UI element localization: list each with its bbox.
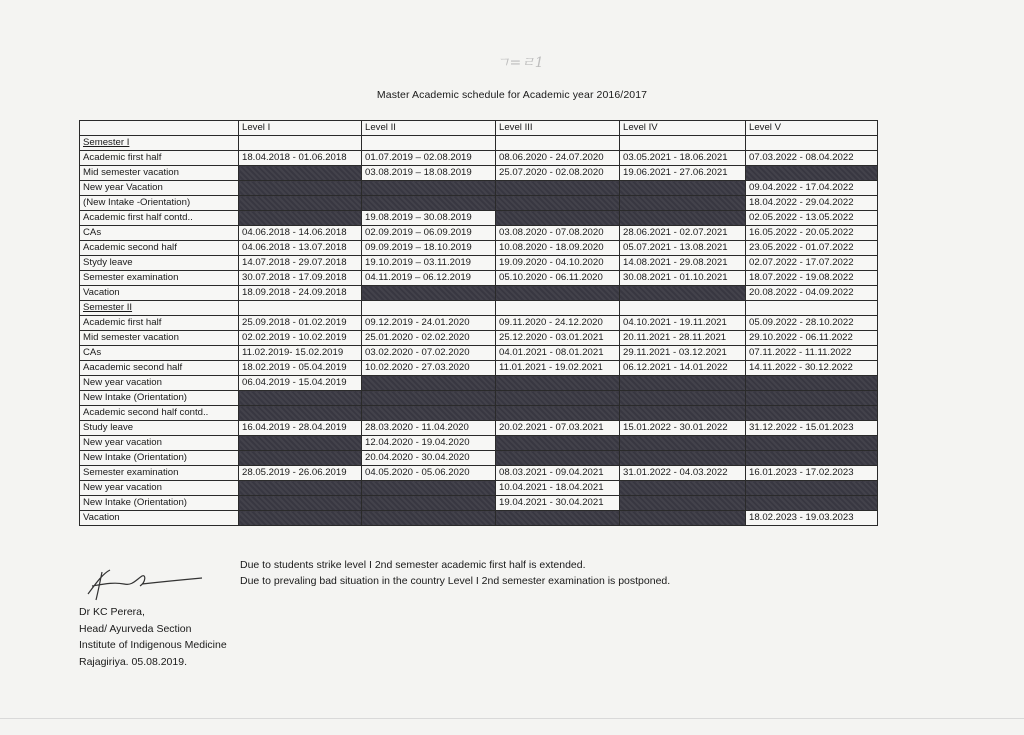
blacked-out-cell — [362, 496, 496, 511]
date-range-cell: 10.04.2021 - 18.04.2021 — [496, 481, 620, 496]
activity-label: Academic second half contd.. — [80, 406, 239, 421]
empty-cell — [239, 301, 362, 316]
activity-label: Vacation — [80, 286, 239, 301]
activity-label: New year vacation — [80, 436, 239, 451]
empty-cell — [620, 136, 746, 151]
schedule-row — [80, 436, 878, 451]
schedule-row — [80, 211, 878, 226]
blacked-out-cell — [239, 406, 362, 421]
blacked-out-cell — [496, 391, 620, 406]
activity-label: Academic second half — [80, 241, 239, 256]
schedule-row — [80, 166, 878, 181]
scan-edge-line — [0, 718, 1024, 719]
date-range-cell: 07.11.2022 - 11.11.2022 — [746, 346, 878, 361]
blacked-out-cell — [620, 451, 746, 466]
blacked-out-cell — [620, 181, 746, 196]
empty-cell — [239, 136, 362, 151]
activity-label: New year Vacation — [80, 181, 239, 196]
section-row — [80, 301, 878, 316]
date-range-cell: 28.06.2021 - 02.07.2021 — [620, 226, 746, 241]
blacked-out-cell — [746, 391, 878, 406]
date-range-cell: 03.05.2021 - 18.06.2021 — [620, 151, 746, 166]
schedule-row — [80, 376, 878, 391]
activity-label: New Intake (Orientation) — [80, 391, 239, 406]
date-range-cell: 02.02.2019 - 10.02.2019 — [239, 331, 362, 346]
date-range-cell: 31.01.2022 - 04.03.2022 — [620, 466, 746, 481]
date-range-cell: 31.12.2022 - 15.01.2023 — [746, 421, 878, 436]
date-range-cell: 02.05.2022 - 13.05.2022 — [746, 211, 878, 226]
activity-label: Academic first half — [80, 151, 239, 166]
blacked-out-cell — [362, 391, 496, 406]
note-line-1: Due to students strike level I 2nd semester academic first half is extended. — [240, 559, 586, 571]
blacked-out-cell — [620, 391, 746, 406]
date-range-cell: 30.08.2021 - 01.10.2021 — [620, 271, 746, 286]
blacked-out-cell — [746, 451, 878, 466]
empty-cell — [620, 301, 746, 316]
activity-label: Mid semester vacation — [80, 166, 239, 181]
schedule-table — [79, 120, 878, 526]
date-range-cell: 09.11.2020 - 24.12.2020 — [496, 316, 620, 331]
schedule-row — [80, 181, 878, 196]
activity-label: CAs — [80, 346, 239, 361]
schedule-row — [80, 286, 878, 301]
blacked-out-cell — [620, 511, 746, 526]
activity-label: Academic first half contd.. — [80, 211, 239, 226]
date-range-cell: 18.02.2023 - 19.03.2023 — [746, 511, 878, 526]
activity-label: Semester examination — [80, 466, 239, 481]
date-range-cell: 18.09.2018 - 24.09.2018 — [239, 286, 362, 301]
schedule-row — [80, 271, 878, 286]
blacked-out-cell — [496, 196, 620, 211]
header-level-1: Level I — [239, 121, 362, 136]
date-range-cell: 25.12.2020 - 03.01.2021 — [496, 331, 620, 346]
date-range-cell: 04.06.2018 - 14.06.2018 — [239, 226, 362, 241]
activity-label: Semester examination — [80, 271, 239, 286]
schedule-row — [80, 466, 878, 481]
blacked-out-cell — [496, 181, 620, 196]
date-range-cell: 05.09.2022 - 28.10.2022 — [746, 316, 878, 331]
signatory-position: Head/ Ayurveda Section — [79, 622, 192, 635]
signatory-place-date: Rajagiriya. 05.08.2019. — [79, 655, 187, 668]
date-range-cell: 18.07.2022 - 19.08.2022 — [746, 271, 878, 286]
blacked-out-cell — [362, 196, 496, 211]
schedule-row — [80, 196, 878, 211]
date-range-cell: 02.07.2022 - 17.07.2022 — [746, 256, 878, 271]
blacked-out-cell — [239, 481, 362, 496]
date-range-cell: 04.01.2021 - 08.01.2021 — [496, 346, 620, 361]
activity-label: (New Intake -Orientation) — [80, 196, 239, 211]
empty-cell — [496, 301, 620, 316]
date-range-cell: 19.09.2020 - 04.10.2020 — [496, 256, 620, 271]
schedule-row — [80, 226, 878, 241]
date-range-cell: 14.08.2021 - 29.08.2021 — [620, 256, 746, 271]
handwritten-page-mark: ㄱ=ㄹ1 — [496, 55, 544, 71]
header-level-4: Level IV — [620, 121, 746, 136]
blacked-out-cell — [620, 481, 746, 496]
date-range-cell: 19.10.2019 – 03.11.2019 — [362, 256, 496, 271]
blacked-out-cell — [746, 481, 878, 496]
activity-label: Mid semester vacation — [80, 331, 239, 346]
date-range-cell: 29.10.2022 - 06.11.2022 — [746, 331, 878, 346]
blacked-out-cell — [496, 406, 620, 421]
schedule-row — [80, 511, 878, 526]
date-range-cell: 19.08.2019 – 30.08.2019 — [362, 211, 496, 226]
activity-label: New Intake (Orientation) — [80, 496, 239, 511]
date-range-cell: 20.11.2021 - 28.11.2021 — [620, 331, 746, 346]
schedule-row — [80, 496, 878, 511]
date-range-cell: 19.04.2021 - 30.04.2021 — [496, 496, 620, 511]
activity-label: Vacation — [80, 511, 239, 526]
blacked-out-cell — [362, 511, 496, 526]
date-range-cell: 19.06.2021 - 27.06.2021 — [620, 166, 746, 181]
date-range-cell: 20.08.2022 - 04.09.2022 — [746, 286, 878, 301]
date-range-cell: 20.04.2020 - 30.04.2020 — [362, 451, 496, 466]
blacked-out-cell — [239, 196, 362, 211]
schedule-row — [80, 331, 878, 346]
date-range-cell: 16.04.2019 - 28.04.2019 — [239, 421, 362, 436]
section-label: Semester II — [80, 301, 239, 316]
section-row — [80, 136, 878, 151]
activity-label: New year vacation — [80, 481, 239, 496]
date-range-cell: 05.07.2021 - 13.08.2021 — [620, 241, 746, 256]
schedule-row — [80, 256, 878, 271]
blacked-out-cell — [620, 406, 746, 421]
date-range-cell: 01.07.2019 – 02.08.2019 — [362, 151, 496, 166]
date-range-cell: 03.02.2020 - 07.02.2020 — [362, 346, 496, 361]
schedule-row — [80, 241, 878, 256]
blacked-out-cell — [239, 181, 362, 196]
date-range-cell: 04.05.2020 - 05.06.2020 — [362, 466, 496, 481]
header-blank-cell — [80, 121, 239, 136]
empty-cell — [746, 136, 878, 151]
activity-label: Aacademic second half — [80, 361, 239, 376]
schedule-row — [80, 391, 878, 406]
empty-cell — [496, 136, 620, 151]
blacked-out-cell — [746, 436, 878, 451]
activity-label: New Intake (Orientation) — [80, 451, 239, 466]
blacked-out-cell — [620, 436, 746, 451]
header-level-2: Level II — [362, 121, 496, 136]
blacked-out-cell — [496, 436, 620, 451]
empty-cell — [362, 136, 496, 151]
header-level-5: Level V — [746, 121, 878, 136]
blacked-out-cell — [239, 451, 362, 466]
date-range-cell: 04.10.2021 - 19.11.2021 — [620, 316, 746, 331]
date-range-cell: 18.04.2022 - 29.04.2022 — [746, 196, 878, 211]
date-range-cell: 29.11.2021 - 03.12.2021 — [620, 346, 746, 361]
date-range-cell: 03.08.2020 - 07.08.2020 — [496, 226, 620, 241]
date-range-cell: 08.03.2021 - 09.04.2021 — [496, 466, 620, 481]
date-range-cell: 08.06.2020 - 24.07.2020 — [496, 151, 620, 166]
blacked-out-cell — [746, 166, 878, 181]
blacked-out-cell — [496, 376, 620, 391]
date-range-cell: 14.07.2018 - 29.07.2018 — [239, 256, 362, 271]
date-range-cell: 07.03.2022 - 08.04.2022 — [746, 151, 878, 166]
section-label: Semester I — [80, 136, 239, 151]
schedule-row — [80, 451, 878, 466]
blacked-out-cell — [496, 511, 620, 526]
blacked-out-cell — [620, 196, 746, 211]
date-range-cell: 23.05.2022 - 01.07.2022 — [746, 241, 878, 256]
blacked-out-cell — [239, 211, 362, 226]
blacked-out-cell — [239, 496, 362, 511]
date-range-cell: 10.02.2020 - 27.03.2020 — [362, 361, 496, 376]
blacked-out-cell — [620, 496, 746, 511]
date-range-cell: 09.04.2022 - 17.04.2022 — [746, 181, 878, 196]
schedule-row — [80, 151, 878, 166]
date-range-cell: 09.09.2019 – 18.10.2019 — [362, 241, 496, 256]
date-range-cell: 11.02.2019- 15.02.2019 — [239, 346, 362, 361]
blacked-out-cell — [496, 286, 620, 301]
signatory-name: Dr KC Perera, — [79, 606, 145, 618]
header-row — [80, 121, 878, 136]
schedule-row — [80, 481, 878, 496]
date-range-cell: 04.06.2018 - 13.07.2018 — [239, 241, 362, 256]
activity-label: Stydy leave — [80, 256, 239, 271]
blacked-out-cell — [362, 286, 496, 301]
date-range-cell: 06.04.2019 - 15.04.2019 — [239, 376, 362, 391]
blacked-out-cell — [620, 376, 746, 391]
note-line-2: Due to prevaling bad situation in the country Level I 2nd semester examination is postponed. — [240, 575, 671, 587]
activity-label: CAs — [80, 226, 239, 241]
date-range-cell: 28.05.2019 - 26.06.2019 — [239, 466, 362, 481]
notes-block — [240, 557, 670, 589]
blacked-out-cell — [620, 286, 746, 301]
date-range-cell: 14.11.2022 - 30.12.2022 — [746, 361, 878, 376]
blacked-out-cell — [239, 436, 362, 451]
blacked-out-cell — [746, 496, 878, 511]
empty-cell — [362, 301, 496, 316]
blacked-out-cell — [362, 376, 496, 391]
activity-label: New year vacation — [80, 376, 239, 391]
date-range-cell: 10.08.2020 - 18.09.2020 — [496, 241, 620, 256]
date-range-cell: 16.01.2023 - 17.02.2023 — [746, 466, 878, 481]
schedule-row — [80, 346, 878, 361]
date-range-cell: 09.12.2019 - 24.01.2020 — [362, 316, 496, 331]
blacked-out-cell — [496, 451, 620, 466]
date-range-cell: 11.01.2021 - 19.02.2021 — [496, 361, 620, 376]
blacked-out-cell — [620, 211, 746, 226]
blacked-out-cell — [362, 406, 496, 421]
blacked-out-cell — [239, 166, 362, 181]
date-range-cell: 04.11.2019 – 06.12.2019 — [362, 271, 496, 286]
header-level-3: Level III — [496, 121, 620, 136]
date-range-cell: 18.04.2018 - 01.06.2018 — [239, 151, 362, 166]
blacked-out-cell — [239, 391, 362, 406]
date-range-cell: 28.03.2020 - 11.04.2020 — [362, 421, 496, 436]
schedule-row — [80, 421, 878, 436]
date-range-cell: 20.02.2021 - 07.03.2021 — [496, 421, 620, 436]
date-range-cell: 30.07.2018 - 17.09.2018 — [239, 271, 362, 286]
schedule-row — [80, 316, 878, 331]
activity-label: Study leave — [80, 421, 239, 436]
signatory-block — [79, 604, 227, 670]
date-range-cell: 02.09.2019 – 06.09.2019 — [362, 226, 496, 241]
activity-label: Academic first half — [80, 316, 239, 331]
document-title: Master Academic schedule for Academic year 2016/2017 — [376, 89, 648, 101]
date-range-cell: 03.08.2019 – 18.08.2019 — [362, 166, 496, 181]
blacked-out-cell — [496, 211, 620, 226]
handwritten-signature — [80, 566, 210, 602]
date-range-cell: 18.02.2019 - 05.04.2019 — [239, 361, 362, 376]
blacked-out-cell — [362, 481, 496, 496]
blacked-out-cell — [746, 376, 878, 391]
signatory-institute: Institute of Indigenous Medicine — [79, 639, 227, 651]
blacked-out-cell — [362, 181, 496, 196]
date-range-cell: 12.04.2020 - 19.04.2020 — [362, 436, 496, 451]
empty-cell — [746, 301, 878, 316]
schedule-row — [80, 361, 878, 376]
date-range-cell: 16.05.2022 - 20.05.2022 — [746, 226, 878, 241]
blacked-out-cell — [746, 406, 878, 421]
date-range-cell: 25.07.2020 - 02.08.2020 — [496, 166, 620, 181]
date-range-cell: 25.09.2018 - 01.02.2019 — [239, 316, 362, 331]
date-range-cell: 05.10.2020 - 06.11.2020 — [496, 271, 620, 286]
blacked-out-cell — [239, 511, 362, 526]
date-range-cell: 06.12.2021 - 14.01.2022 — [620, 361, 746, 376]
date-range-cell: 25.01.2020 - 02.02.2020 — [362, 331, 496, 346]
date-range-cell: 15.01.2022 - 30.01.2022 — [620, 421, 746, 436]
schedule-row — [80, 406, 878, 421]
